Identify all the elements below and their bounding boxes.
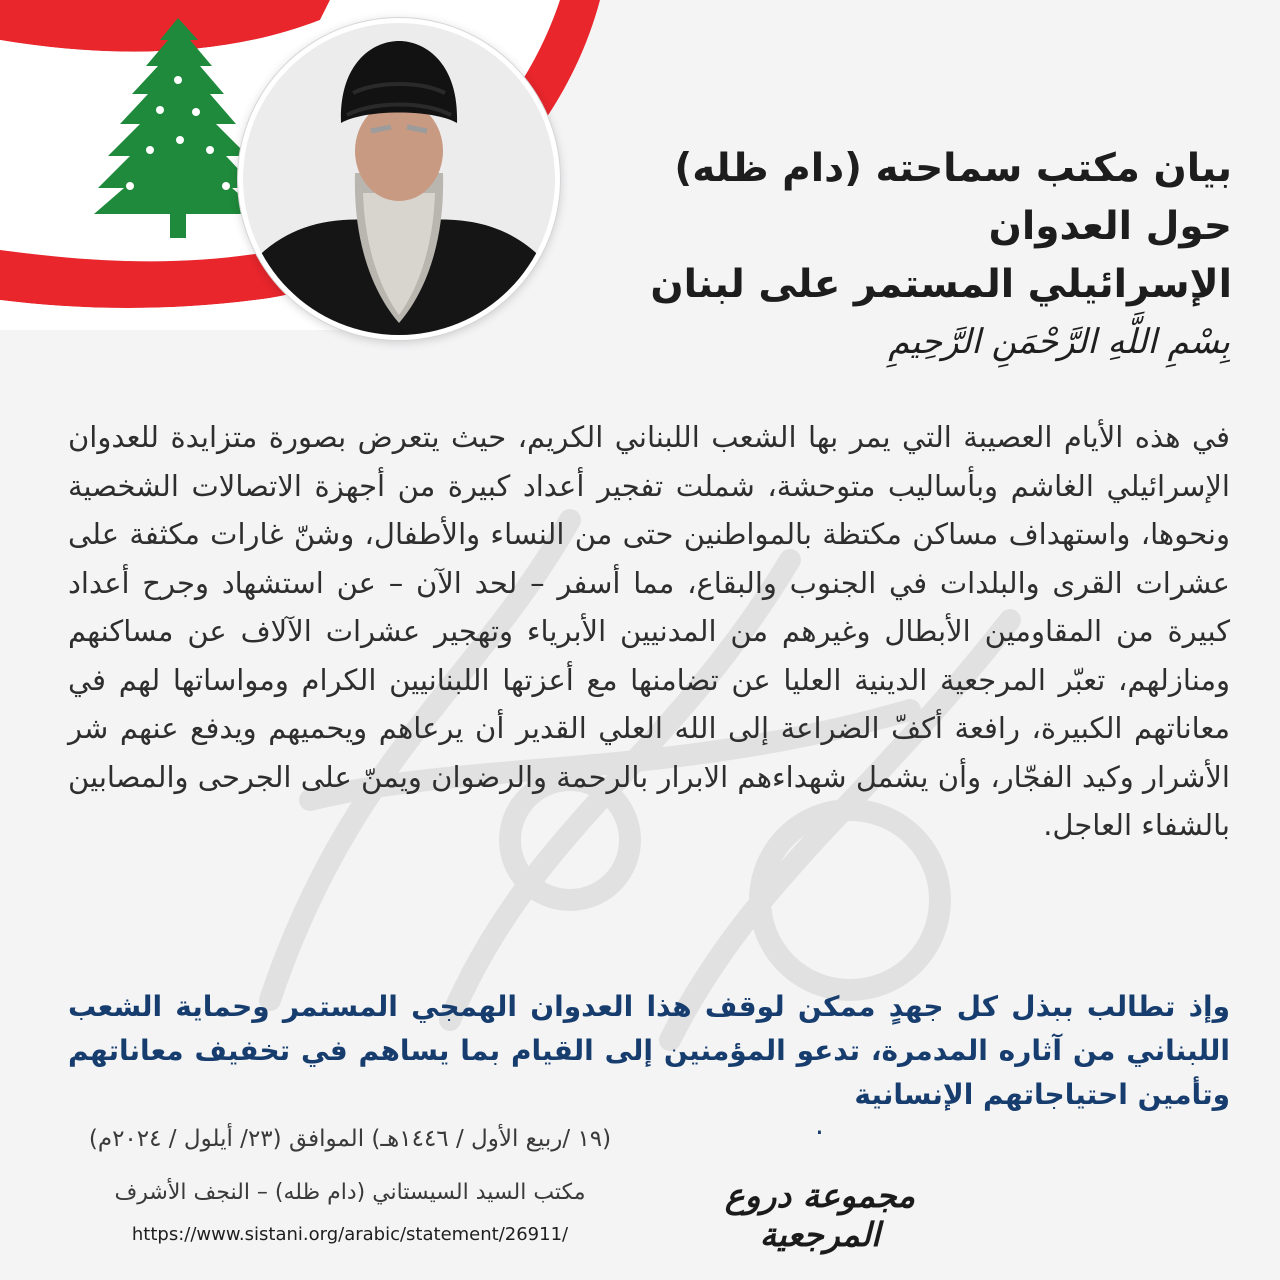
- title-line-1: بيان مكتب سماحته (دام ظله) حول العدوان: [674, 146, 1232, 249]
- statement-body: في هذه الأيام العصيبة التي يمر بها الشعب اللبناني الكريم، حيث يتعرض بصورة متزايدة للعدوان الإسرائيلي الغاشم وبأساليب متوحشة، شملت تفجير أعداد كبيرة من أجهزة الاتصالات الشخصية ونحوها، واستهداف مساكن مكتظة بالمواطنين حتى من النساء والأطفال، وشنّ غارات مكثفة على عشرات القرى والبلدات في الجنوب والبقاع، مما أسفر – لحد الآن – عن استشهاد وجرح أعداد كبيرة من المقاومين الأبطال وغيرهم من المدنيين الأبرياء وتهجير عشرات الآلاف عن مساكنهم ومنازلهم، تعبّر المرجعية الدينية العليا عن تضامنها مع أعزتها اللبنانيين الكرام ومواساتها لهم في معاناتهم الكبيرة، رافعة أكفّ الضراعة إلى الله العلي القدير أن يرعاهم ويحميهم ويدفع عنهم شر الأشرار وكيد الفجّار، وأن يشمل شهداءهم الابرار بالرحمة والرضوان ويمنّ على الجرحى والمصابين بالشفاء العاجل.: [68, 420, 1230, 842]
- basmala-calligraphy: بِسْمِ اللَّهِ الرَّحْمَنِ الرَّحِيمِ: [888, 322, 1230, 362]
- office-signature: مكتب السيد السيستاني (دام ظله) – النجف الأشرف: [114, 1180, 586, 1205]
- statement-appeal: وإذ تطالب ببذل كل جهدٍ ممكن لوقف هذا العدوان الهمجي المستمر وحماية الشعب اللبناني من آثاره المدمرة، تدعو المؤمنين إلى القيام بما يساهم في تخفيف معاناتهم وتأمين احتياجاتهم الإنسانية: [68, 990, 1230, 1111]
- portrait-photo: [238, 18, 560, 340]
- statement-date: (١٩ /ربيع الأول / ١٤٤٦هـ) الموافق (٢٣/ أيلول / ٢٠٢٤م): [88, 1126, 612, 1152]
- appeal-dot: .: [815, 1108, 824, 1141]
- page-title: [592, 140, 1232, 314]
- title-line-2: الإسرائيلي المستمر على لبنان: [650, 262, 1232, 307]
- group-logo: [690, 1162, 950, 1254]
- statement-url[interactable]: https://www.sistani.org/arabic/statement/26911/: [131, 1224, 569, 1245]
- group-logo-text: مجموعة دروع المرجعية: [724, 1176, 916, 1254]
